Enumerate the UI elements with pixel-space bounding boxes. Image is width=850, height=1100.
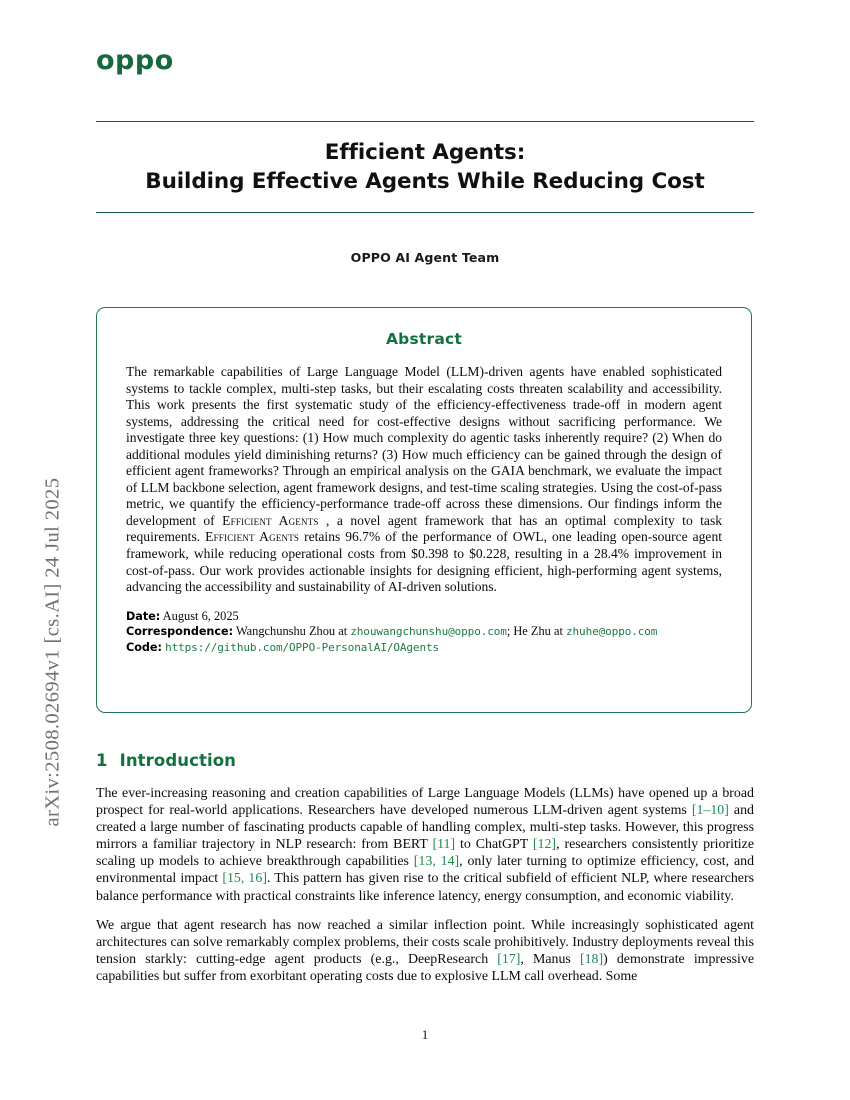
correspondence-email-1[interactable]: zhouwangchunshu@oppo.com (350, 625, 507, 639)
title-rule-top (96, 121, 754, 122)
p2-text-1: We argue that agent research has now reached a similar inflection point. While increasingly sophisticated agent architectures can solve remarkably complex problems, their costs scale prohibitively. Industry deployments reveal this tension starkly: cutting-edge agent products (e.g., DeepResearch (96, 917, 754, 967)
arxiv-stamp (0, 0, 90, 1100)
body-text (96, 785, 754, 997)
p1-text-6: . This pattern has given rise to the critical subfield of efficient NLP, where researchers balance performance with practical constraints like inference latency, energy consumption, and economic viability. (96, 871, 754, 904)
p2-text-3: ) demonstrate impressive capabilities but suffer from exorbitant operating costs due to explosive LLM call overhead. Some (96, 951, 755, 984)
oppo-logo (96, 47, 174, 74)
metadata-correspondence-row (126, 624, 722, 640)
title-rule-bottom (96, 212, 754, 213)
citation-18[interactable]: [18] (579, 951, 604, 967)
citation-1-10[interactable]: [1–10] (691, 803, 729, 819)
abstract-metadata (126, 609, 722, 656)
abstract-part-3: retains 96.7% of the performance of OWL, one leading open-source agent framework, while reducing operational costs from $0.398 to $0.228, resulting in a 28.4% improvement in cost-of-pass. Our work provides actionable insights for designing efficient, high-performing agent systems, advancing the accessibility and sustainability of AI-driven solutions. (126, 529, 722, 595)
citation-12[interactable]: [12] (532, 837, 557, 853)
citation-11[interactable]: [11] (432, 837, 456, 853)
abstract-text (126, 364, 722, 596)
date-value: August 6, 2025 (162, 608, 239, 623)
paragraph-1 (96, 785, 754, 905)
paper-page (96, 0, 754, 1100)
abstract-part-2: , a novel agent framework that has an optimal complexity to task requirements. (126, 512, 722, 545)
arxiv-stamp-text: arXiv:2508.02694v1 [cs.AI] 24 Jul 2025 (41, 477, 64, 827)
correspondence-name-1: Wangchunshu Zhou at (235, 624, 348, 639)
title-line-1: Efficient Agents: (324, 140, 526, 165)
oppo-logo-text: oppo (96, 45, 174, 76)
citation-13-14[interactable]: [13, 14] (413, 854, 460, 870)
p1-text-3: to ChatGPT (455, 837, 533, 853)
code-label: Code: (126, 640, 162, 654)
correspondence-email-2[interactable]: zhuhe@oppo.com (566, 625, 658, 639)
author-line: OPPO AI Agent Team (350, 250, 500, 265)
title-line-2: Building Effective Agents While Reducing Cost (145, 169, 705, 194)
metadata-code-row (126, 640, 722, 656)
p1-text-5: , only later turning to optimize efficiency, cost, and environmental impact (96, 854, 755, 887)
section-heading-introduction (96, 751, 754, 770)
section-title: Introduction (119, 751, 237, 770)
page-title (96, 138, 754, 196)
p1-text-1: The ever-increasing reasoning and creation capabilities of Large Language Models (LLMs) have opened up a broad prospect for real-world applications. Researchers have developed numerous LLM-driven agent systems (96, 786, 754, 819)
p2-text-2: , Manus (520, 951, 580, 967)
abstract-heading: Abstract (385, 330, 463, 348)
abstract-part-1: The remarkable capabilities of Large Language Model (LLM)-driven agents have enabled sophisticated systems to tackle complex, multi-step tasks, but their escalating costs threaten scalability and accessibility. This work presents the first systematic study of the efficiency-effectiveness trade-off in modern agent systems, addressing the critical need for cost-effective designs without sacrificing performance. We investigate three key questions: (1) How much complexity do agentic tasks inherently require? (2) When do additional modules yield diminishing returns? (3) How much efficiency can be gained through the design of efficient agent frameworks? Through an empirical analysis on the GAIA benchmark, we evaluate the impact of LLM backbone selection, agent framework designs, and test-time scaling strategies. Using the cost-of-pass metric, we quantify the efficiency-performance trade-off across these dimensions. Our findings inform the development of (126, 364, 722, 528)
correspondence-separator: ; (506, 624, 514, 639)
correspondence-name-2: He Zhu at (513, 624, 563, 639)
metadata-date-row (126, 609, 722, 625)
abstract-smallcaps-2: Efficient Agents (205, 529, 300, 545)
citation-15-16[interactable]: [15, 16] (222, 871, 267, 887)
page-number: 1 (421, 1027, 429, 1042)
citation-17[interactable]: [17] (497, 951, 521, 967)
section-number: 1 (96, 751, 108, 770)
p1-text-2: and created a large number of fascinating products capable of handling complex, multi-step tasks. However, this progress mirrors a familiar trajectory in NLP research: from BERT (96, 803, 754, 853)
correspondence-label: Correspondence: (126, 625, 234, 639)
abstract-box (96, 307, 752, 713)
date-label: Date: (126, 609, 161, 623)
paragraph-2 (96, 917, 754, 985)
abstract-smallcaps-1: Efficient Agents (222, 512, 319, 528)
code-repository-link[interactable]: https://github.com/OPPO-PersonalAI/OAgents (165, 640, 440, 654)
p1-text-4: , researchers consistently prioritize scaling up models to achieve breakthrough capabilities (96, 837, 754, 870)
